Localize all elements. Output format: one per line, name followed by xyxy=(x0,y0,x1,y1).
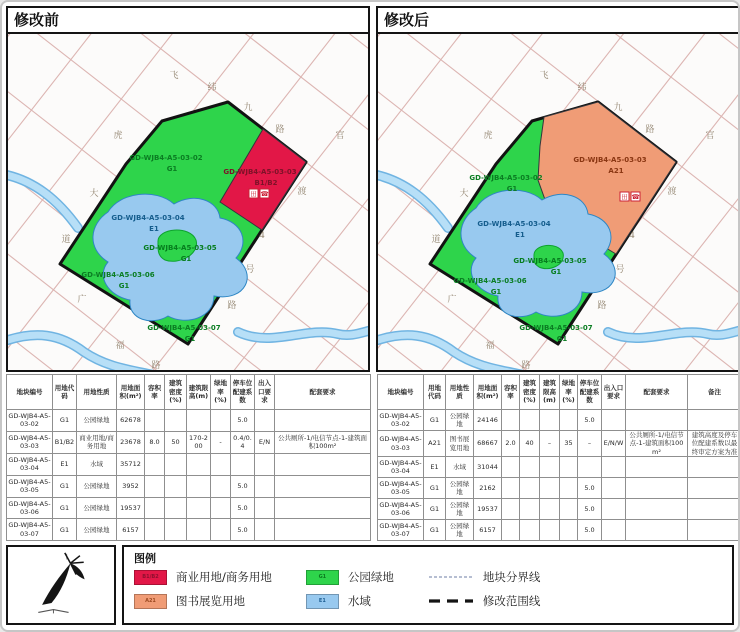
table-cell xyxy=(145,475,165,497)
legend-item xyxy=(306,569,394,585)
road-name-char: 纬 xyxy=(207,83,217,93)
table-cell: A21 xyxy=(424,431,446,457)
column-header: 用地性质 xyxy=(77,375,117,410)
column-header: 备注 xyxy=(688,375,740,410)
after-map xyxy=(378,34,738,370)
table-row xyxy=(7,453,371,475)
table-cell: E1 xyxy=(53,453,77,475)
column-header: 用地面积(m²) xyxy=(117,375,145,410)
table-cell xyxy=(187,497,211,519)
table-cell xyxy=(187,519,211,541)
road-name-char: 大 xyxy=(89,189,99,199)
table-cell: 5.0 xyxy=(578,499,602,520)
table-cell xyxy=(626,410,688,431)
table-cell: 公园绿地 xyxy=(77,475,117,497)
after-table xyxy=(377,374,740,541)
column-header: 用地代码 xyxy=(424,375,446,410)
table-cell: 40 xyxy=(520,431,540,457)
legend-item xyxy=(306,593,394,609)
table-cell xyxy=(540,499,560,520)
table-cell: 建筑高度及停车位配建系数以最终审定方案为准 xyxy=(688,431,740,457)
parcel-code-label: GD-WJB4-A5-03-06 xyxy=(81,271,155,279)
road-name-char: 路 xyxy=(151,361,161,370)
table-cell: 5.0 xyxy=(578,478,602,499)
table-cell xyxy=(502,457,520,478)
parcel-tables xyxy=(6,374,738,541)
column-header: 建筑限高(m) xyxy=(187,375,211,410)
table-cell xyxy=(520,499,540,520)
table-cell xyxy=(560,410,578,431)
table-cell: 公园绿地 xyxy=(446,520,474,541)
parcel-code-label: GD-WJB4-A5-03-04 xyxy=(477,220,551,228)
column-header: 用地性质 xyxy=(446,375,474,410)
table-cell: 50 xyxy=(165,431,187,453)
panel-before-title: 修改前 xyxy=(8,8,368,34)
table-cell xyxy=(275,453,371,475)
table-cell xyxy=(520,520,540,541)
table-cell xyxy=(145,453,165,475)
table-header-row xyxy=(7,375,371,410)
legend-item xyxy=(428,569,541,585)
parcel-code-label: GD-WJB4-A5-03-03 xyxy=(223,168,297,176)
table-cell xyxy=(688,499,740,520)
table-header-row xyxy=(378,375,740,410)
table-row xyxy=(7,497,371,519)
column-header: 停车位配建系数 xyxy=(578,375,602,410)
table-cell: 5.0 xyxy=(231,519,255,541)
table-cell xyxy=(540,520,560,541)
road-name-char: 大 xyxy=(459,189,469,199)
table-cell xyxy=(187,475,211,497)
table-cell: - xyxy=(211,431,231,453)
table-cell xyxy=(560,457,578,478)
table-cell: 5.0 xyxy=(578,520,602,541)
before-table xyxy=(6,374,371,541)
table-cell: 公共厕所-1/电信节点-1-建筑面积100m² xyxy=(626,431,688,457)
table-cell xyxy=(540,457,560,478)
table-cell xyxy=(688,478,740,499)
road-name-char: 虎 xyxy=(483,131,493,141)
table-row xyxy=(378,520,740,541)
table-cell xyxy=(275,475,371,497)
parcel-use-label: G1 xyxy=(506,185,518,193)
table-cell xyxy=(688,410,740,431)
parcel-use-label: G1 xyxy=(490,288,502,296)
table-cell: 商业用地/商务用地 xyxy=(77,431,117,453)
table-cell: G1 xyxy=(53,519,77,541)
bottom-band xyxy=(6,545,734,625)
telecom-node-icon: ☎ xyxy=(631,193,640,201)
road-name-char: 九 xyxy=(613,103,623,113)
parcel-use-label: E1 xyxy=(149,225,159,233)
column-header: 用地面积(m²) xyxy=(474,375,502,410)
parcel-code-label: GD-WJB4-A5-03-03 xyxy=(573,156,647,164)
table-cell xyxy=(602,410,626,431)
road-name-char: 号 xyxy=(245,265,255,275)
table-row xyxy=(378,410,740,431)
table-cell: 24146 xyxy=(474,410,502,431)
table-cell: E/N/W xyxy=(602,431,626,457)
legend-column-landuse-2 xyxy=(306,569,394,609)
parcel-use-label: G1 xyxy=(166,165,178,173)
column-header: 地块编号 xyxy=(7,375,53,410)
table-cell: 公园绿地 xyxy=(77,497,117,519)
road-name-char: 九 xyxy=(243,103,253,113)
table-cell: 3952 xyxy=(117,475,145,497)
table-cell: 19537 xyxy=(474,499,502,520)
table-cell xyxy=(275,497,371,519)
road-name-char: 4 xyxy=(259,231,265,241)
legend-item xyxy=(134,593,272,609)
legend-swatch: B1/B2 xyxy=(134,570,167,585)
table-cell: G1 xyxy=(424,410,446,431)
table-cell: GD-WJB4-A5-03-02 xyxy=(378,410,424,431)
table-row xyxy=(378,457,740,478)
panel-after-box xyxy=(376,6,740,372)
legend-label: 修改范围线 xyxy=(482,594,541,609)
table-cell xyxy=(688,457,740,478)
table-cell: 35 xyxy=(560,431,578,457)
legend-title: 图例 xyxy=(134,552,156,566)
table-cell xyxy=(187,453,211,475)
road-name-char: 渡 xyxy=(667,187,677,197)
parcel-code-label: GD-WJB4-A5-03-07 xyxy=(519,324,593,332)
road-name-char: 官 xyxy=(705,131,715,141)
table-cell: 公共厕所-1/电信节点-1-建筑面积100m² xyxy=(275,431,371,453)
table-cell: 5.0 xyxy=(578,410,602,431)
table-cell: 水域 xyxy=(77,453,117,475)
panel-after xyxy=(376,6,740,372)
table-cell: 19537 xyxy=(117,497,145,519)
table-cell xyxy=(502,410,520,431)
parcel-code-label: GD-WJB4-A5-03-02 xyxy=(469,174,543,182)
road-name-char: 飞 xyxy=(169,71,179,81)
table-cell: G1 xyxy=(53,497,77,519)
parcel-use-label: G1 xyxy=(550,268,562,276)
table-row xyxy=(378,431,740,457)
legend-label: 图书展览用地 xyxy=(176,594,245,609)
legend-label: 公园绿地 xyxy=(347,570,394,585)
table-cell xyxy=(165,475,187,497)
column-header: 出入口要求 xyxy=(602,375,626,410)
table-cell xyxy=(540,410,560,431)
table-cell: G1 xyxy=(424,499,446,520)
table-cell: – xyxy=(578,431,602,457)
table-cell xyxy=(626,520,688,541)
table-cell xyxy=(602,457,626,478)
table-cell xyxy=(255,475,275,497)
column-header: 绿地率(%) xyxy=(211,375,231,410)
parcel-code-label: GD-WJB4-A5-03-07 xyxy=(147,324,221,332)
legend-swatch: A21 xyxy=(134,594,167,609)
column-header: 建筑密度(%) xyxy=(165,375,187,410)
table-cell: – xyxy=(540,431,560,457)
table-cell: 公园绿地 xyxy=(77,519,117,541)
table-cell xyxy=(165,410,187,432)
table-cell: GD-WJB4-A5-03-05 xyxy=(378,478,424,499)
column-header: 建筑限高(m) xyxy=(540,375,560,410)
road-name-char: 道 xyxy=(431,235,441,245)
table-cell: 图书展览用地 xyxy=(446,431,474,457)
table-cell xyxy=(502,499,520,520)
table-cell: 水域 xyxy=(446,457,474,478)
road-name-char: 路 xyxy=(275,125,285,135)
road-name-char: 路 xyxy=(227,301,237,311)
road-name-char: 广 xyxy=(447,295,457,305)
table-cell xyxy=(165,497,187,519)
column-header: 建筑密度(%) xyxy=(520,375,540,410)
table-cell: GD-WJB4-A5-03-03 xyxy=(378,431,424,457)
road-name-char: 路 xyxy=(645,125,655,135)
table-cell: GD-WJB4-A5-03-06 xyxy=(378,499,424,520)
parcel-use-label: G1 xyxy=(180,255,192,263)
road-name-char: 纬 xyxy=(577,83,587,93)
parcel-code-label: GD-WJB4-A5-03-06 xyxy=(453,277,527,285)
before-map xyxy=(8,34,368,370)
table-cell: GD-WJB4-A5-03-07 xyxy=(378,520,424,541)
thin-dash-line-icon xyxy=(428,573,474,581)
table-cell xyxy=(626,499,688,520)
table-cell xyxy=(626,478,688,499)
table-cell: G1 xyxy=(53,475,77,497)
table-cell: 2162 xyxy=(474,478,502,499)
public-toilet-icon: 田 xyxy=(621,193,628,201)
table-cell xyxy=(602,499,626,520)
table-cell xyxy=(520,457,540,478)
legend-content xyxy=(134,569,722,609)
panel-before-box xyxy=(6,6,370,372)
table-cell xyxy=(502,478,520,499)
table-cell: 23678 xyxy=(117,431,145,453)
table-cell xyxy=(211,453,231,475)
table-cell xyxy=(578,457,602,478)
table-cell: 公园绿地 xyxy=(446,499,474,520)
table-cell: 35712 xyxy=(117,453,145,475)
road-name-char: 渡 xyxy=(297,187,307,197)
column-header: 地块编号 xyxy=(378,375,424,410)
road-name-char: 虎 xyxy=(113,131,123,141)
parcel-code-label: GD-WJB4-A5-03-05 xyxy=(513,257,587,265)
table-cell xyxy=(255,453,275,475)
table-cell xyxy=(626,457,688,478)
column-header: 用地代码 xyxy=(53,375,77,410)
table-cell xyxy=(560,499,578,520)
parcel-use-label: E1 xyxy=(515,231,525,239)
table-cell: G1 xyxy=(424,520,446,541)
road-name-char: 官 xyxy=(335,131,345,141)
table-cell: 8.0 xyxy=(145,431,165,453)
road-name-char: 福 xyxy=(115,341,125,351)
road-name-char: 号 xyxy=(615,265,625,275)
road-name-char: 路 xyxy=(521,361,531,370)
table-cell xyxy=(540,478,560,499)
column-header: 容积率 xyxy=(145,375,165,410)
table-cell: G1 xyxy=(424,478,446,499)
table-cell xyxy=(520,478,540,499)
legend-swatch: E1 xyxy=(306,594,339,609)
column-header: 配套要求 xyxy=(626,375,688,410)
table-cell: 170-200 xyxy=(187,431,211,453)
table-cell xyxy=(211,410,231,432)
table-cell xyxy=(211,519,231,541)
parcel-use-label: G1 xyxy=(118,282,130,290)
table-cell xyxy=(211,475,231,497)
table-cell: 5.0 xyxy=(231,475,255,497)
road-name-char: 福 xyxy=(485,341,495,351)
table-row xyxy=(7,475,371,497)
parcel-code-label: GD-WJB4-A5-03-05 xyxy=(143,244,217,252)
column-header: 配套要求 xyxy=(275,375,371,410)
table-row xyxy=(7,410,371,432)
column-header: 绿地率(%) xyxy=(560,375,578,410)
table-cell xyxy=(688,520,740,541)
table-cell xyxy=(602,478,626,499)
legend-item xyxy=(134,569,272,585)
parcel-use-label: G1 xyxy=(184,335,196,343)
parcel-use-label: B1/B2 xyxy=(254,179,278,187)
road-name-char: 飞 xyxy=(539,71,549,81)
table-cell: B1/B2 xyxy=(53,431,77,453)
north-arrow-box xyxy=(6,545,116,625)
legend-label: 水域 xyxy=(347,594,371,609)
table-cell xyxy=(145,519,165,541)
legend-label: 商业用地/商务用地 xyxy=(176,570,272,585)
table-cell xyxy=(255,519,275,541)
table-cell: 6157 xyxy=(474,520,502,541)
table-cell xyxy=(211,497,231,519)
table-cell: E/N xyxy=(255,431,275,453)
table-cell xyxy=(255,497,275,519)
north-arrow xyxy=(13,550,109,620)
column-header: 出入口要求 xyxy=(255,375,275,410)
road-name-char: 路 xyxy=(597,301,607,311)
parcel-use-label: A21 xyxy=(608,167,624,175)
table-cell: GD-WJB4-A5-03-06 xyxy=(7,497,53,519)
road-name-char: 4 xyxy=(629,231,635,241)
table-cell xyxy=(520,410,540,431)
table-cell: 0.4/0.4 xyxy=(231,431,255,453)
table-cell: 5.0 xyxy=(231,497,255,519)
table-cell xyxy=(275,410,371,432)
bold-dash-line-icon xyxy=(428,597,474,605)
parcel-code-label: GD-WJB4-A5-03-02 xyxy=(129,154,203,162)
column-header: 容积率 xyxy=(502,375,520,410)
legend-column-landuse-1 xyxy=(134,569,272,609)
legend-swatch: G1 xyxy=(306,570,339,585)
table-cell: GD-WJB4-A5-03-05 xyxy=(7,475,53,497)
public-toilet-icon: 田 xyxy=(250,190,257,198)
table-cell xyxy=(231,453,255,475)
telecom-node-icon: ☎ xyxy=(260,190,269,198)
table-row xyxy=(378,478,740,499)
table-cell: 2.0 xyxy=(502,431,520,457)
map-panels xyxy=(6,6,734,372)
table-cell xyxy=(145,410,165,432)
table-cell: 公园绿地 xyxy=(446,410,474,431)
parcel-use-label: G1 xyxy=(556,335,568,343)
panel-before xyxy=(6,6,370,372)
table-cell xyxy=(602,520,626,541)
table-cell: GD-WJB4-A5-03-04 xyxy=(378,457,424,478)
legend-label: 地块分界线 xyxy=(482,570,541,585)
road-name-char: 广 xyxy=(77,295,87,305)
table-cell xyxy=(165,453,187,475)
table-cell: 68667 xyxy=(474,431,502,457)
table-row xyxy=(7,431,371,453)
table-cell xyxy=(275,519,371,541)
table-cell: 公园绿地 xyxy=(77,410,117,432)
table-cell xyxy=(502,520,520,541)
parcel-code-label: GD-WJB4-A5-03-04 xyxy=(111,214,185,222)
table-cell xyxy=(560,478,578,499)
table-cell: 6157 xyxy=(117,519,145,541)
legend xyxy=(122,545,734,625)
table-cell: GD-WJB4-A5-03-02 xyxy=(7,410,53,432)
table-cell: 31044 xyxy=(474,457,502,478)
table-cell: 公园绿地 xyxy=(446,478,474,499)
table-cell: GD-WJB4-A5-03-03 xyxy=(7,431,53,453)
table-cell: 5.0 xyxy=(231,410,255,432)
table-cell xyxy=(145,497,165,519)
table-cell xyxy=(165,519,187,541)
table-cell: GD-WJB4-A5-03-07 xyxy=(7,519,53,541)
table-cell: E1 xyxy=(424,457,446,478)
table-cell xyxy=(560,520,578,541)
road-name-char: 道 xyxy=(61,235,71,245)
table-cell: G1 xyxy=(53,410,77,432)
legend-column-lines xyxy=(428,569,541,609)
table-cell: GD-WJB4-A5-03-04 xyxy=(7,453,53,475)
table-cell: 62678 xyxy=(117,410,145,432)
table-row xyxy=(7,519,371,541)
table-row xyxy=(378,499,740,520)
table-cell xyxy=(187,410,211,432)
column-header: 停车位配建系数 xyxy=(231,375,255,410)
panel-after-title: 修改后 xyxy=(378,8,738,34)
legend-item xyxy=(428,593,541,609)
table-cell xyxy=(255,410,275,432)
